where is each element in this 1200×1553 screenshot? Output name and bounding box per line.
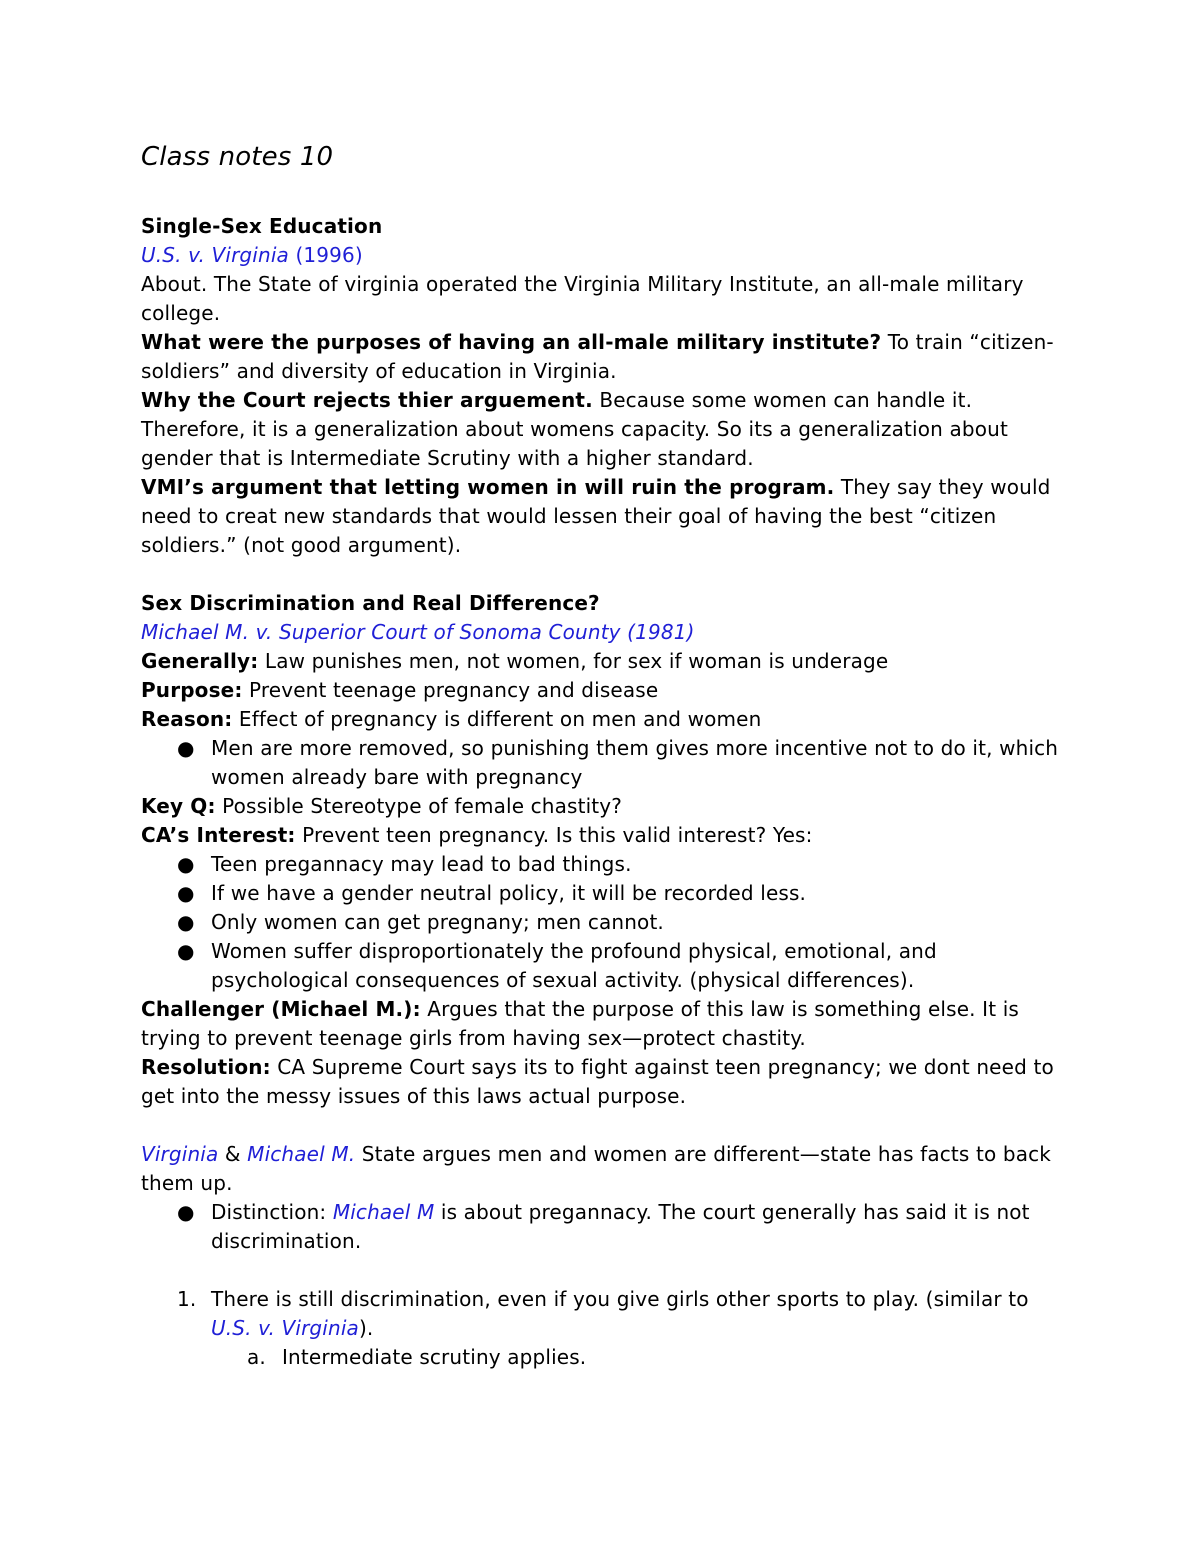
section-single-sex-education bbox=[141, 212, 1071, 560]
key-question-line bbox=[141, 792, 1071, 821]
challenger-label: Challenger (Michael M.): bbox=[141, 997, 421, 1021]
comparison-paragraph bbox=[141, 1140, 1071, 1198]
section-heading: Sex Discrimination and Real Difference? bbox=[141, 591, 600, 615]
case-name-michael-m: Michael M. bbox=[247, 1142, 356, 1166]
case-name-virginia: Virginia bbox=[141, 1142, 219, 1166]
interest-bullet-list bbox=[141, 850, 1071, 995]
bullet-icon: ● bbox=[177, 736, 195, 760]
list-letter: a. bbox=[247, 1345, 266, 1369]
bullet-icon: ● bbox=[177, 881, 195, 905]
resolution-text: CA Supreme Court says its to fight against teen pregnancy; we dont need to get into the messy issues of this laws actual purpose. bbox=[141, 1055, 1054, 1108]
list-item: ● Women suffer disproportionately the profound physical, emotional, and psychological consequences of sexual activity. (physical differences). bbox=[177, 939, 937, 992]
distinction-prefix: Distinction: bbox=[211, 1200, 333, 1224]
page-title: Class notes 10 bbox=[141, 142, 334, 172]
case-name-michael-m: Michael M bbox=[332, 1200, 435, 1224]
bullet-icon: ● bbox=[177, 1200, 195, 1224]
bullet-icon: ● bbox=[177, 852, 195, 876]
generally-text: Law punishes men, not women, for sex if woman is underage bbox=[258, 649, 889, 673]
list-item bbox=[141, 1198, 1071, 1256]
rejection-paragraph bbox=[141, 386, 1071, 473]
purposes-paragraph bbox=[141, 328, 1071, 386]
section-heading: Single-Sex Education bbox=[141, 214, 383, 238]
about-paragraph: About. The State of virginia operated the Virginia Military Institute, an all-male military college. bbox=[141, 272, 1024, 325]
distinction-text: is about pregannacy. The court generally has said it is not discrimination. bbox=[211, 1200, 1030, 1253]
rejection-label: Why the Court rejects thier arguement. bbox=[141, 388, 593, 412]
comparison-text: State argues men and women are different—state has facts to back them up. bbox=[141, 1142, 1052, 1195]
numbered-list bbox=[141, 1285, 1071, 1343]
vmi-argument-label: VMI’s argument that letting women in will ruin the program. bbox=[141, 475, 835, 499]
case-citation bbox=[141, 241, 1071, 270]
purposes-text: To train “citizen-soldiers” and diversity of education in Virginia. bbox=[141, 330, 1054, 383]
list-item: ● Teen pregannacy may lead to bad things. bbox=[141, 850, 1071, 879]
list-item: 1. There is still discrimination, even if you give girls other sports to play. (similar to U.S. v. Virginia). bbox=[177, 1287, 1029, 1340]
interest-text: Prevent teen pregnancy. Is this valid interest? Yes: bbox=[295, 823, 813, 847]
purpose-text: Prevent teenage pregnancy and disease bbox=[242, 678, 659, 702]
case-year: (1981) bbox=[620, 620, 695, 644]
list-number: 1. bbox=[177, 1287, 197, 1311]
case-citation bbox=[141, 618, 1071, 647]
vmi-argument-paragraph bbox=[141, 473, 1071, 560]
ampersand: & bbox=[218, 1142, 248, 1166]
interest-line bbox=[141, 821, 1071, 850]
case-name-us-v-virginia: U.S. v. Virginia bbox=[211, 1316, 359, 1340]
list-item: ● If we have a gender neutral policy, it will be recorded less. bbox=[141, 879, 1071, 908]
purpose-line bbox=[141, 676, 1071, 705]
case-name: U.S. v. Virginia bbox=[141, 243, 289, 267]
generally-line bbox=[141, 647, 1071, 676]
purposes-label: What were the purposes of having an all-male military institute? bbox=[141, 330, 882, 354]
generally-label: Generally: bbox=[141, 649, 259, 673]
distinction-bullet-list bbox=[141, 1198, 1071, 1256]
section-comparison bbox=[141, 1140, 1071, 1372]
section-real-difference bbox=[141, 589, 1071, 1111]
document-body bbox=[141, 140, 1071, 1372]
resolution-label: Resolution: bbox=[141, 1055, 271, 1079]
reason-label: Reason: bbox=[141, 707, 233, 731]
challenger-text: Argues that the purpose of this law is something else. It is trying to prevent teenage girls from having sex—protect chastity. bbox=[141, 997, 1019, 1050]
challenger-paragraph bbox=[141, 995, 1071, 1053]
case-name: Michael M. v. Superior Court of Sonoma County bbox=[141, 620, 621, 644]
purpose-label: Purpose: bbox=[141, 678, 243, 702]
resolution-paragraph bbox=[141, 1053, 1071, 1111]
vmi-argument-text: They say they would need to creat new standards that would lessen their goal of having the best “citizen soldiers.” (not good argument). bbox=[141, 475, 1051, 557]
bullet-icon: ● bbox=[177, 939, 195, 963]
interest-label: CA’s Interest: bbox=[141, 823, 296, 847]
rejection-text: Because some women can handle it. Therefore, it is a generalization about womens capacity. So its a generalization about gender that is Intermediate Scrutiny with a higher standard. bbox=[141, 388, 1008, 470]
reason-text: Effect of pregnancy is different on men and women bbox=[232, 707, 762, 731]
list-item: ● Only women can get pregnany; men cannot. bbox=[141, 908, 1071, 937]
reason-bullet-list bbox=[141, 734, 1071, 792]
sub-list-item: a. Intermediate scrutiny applies. bbox=[141, 1343, 1071, 1372]
key-question-label: Key Q: bbox=[141, 794, 216, 818]
bullet-icon: ● bbox=[177, 910, 195, 934]
list-item: ● Men are more removed, so punishing them gives more incentive not to do it, which women already bare with pregnancy bbox=[177, 736, 1059, 789]
case-year: (1996) bbox=[288, 243, 363, 267]
key-question-text: Possible Stereotype of female chastity? bbox=[215, 794, 623, 818]
reason-line bbox=[141, 705, 1071, 734]
